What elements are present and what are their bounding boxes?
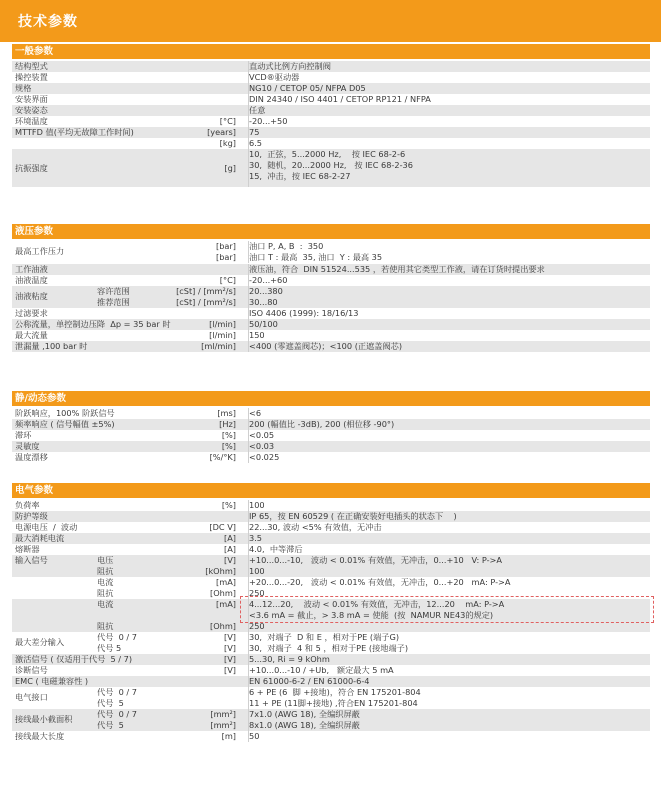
spec-row [12, 72, 650, 83]
row-label: 负荷率 [15, 500, 40, 510]
spec-row [12, 452, 650, 463]
row-value: 22...30, 波动 <5% 有效值，无冲击 [249, 522, 382, 532]
row-label: 频率响应 ( 信号幅值 ±5%) [15, 419, 115, 429]
row-value: 6 + PE (6 脚 +接地)，符合 EN 175201-804 [249, 687, 421, 697]
row-value: +10...0...-10 / +Ub, 额定最大 5 mA [249, 665, 394, 675]
spec-row [12, 308, 650, 319]
row-value: DIN 24340 / ISO 4401 / CETOP RP121 / NFPA [249, 94, 431, 104]
row-value: 7x1.0 (AWG 18), 全编织屏蔽 [249, 709, 360, 719]
spec-row [12, 116, 650, 127]
row-unit: [V] [224, 632, 236, 642]
row-value: 50/100 [249, 319, 278, 329]
row-value: 200 (幅值比 -3dB), 200 (相位移 -90°) [249, 419, 395, 429]
spec-row [12, 83, 650, 94]
row-unit: [Hz] [219, 419, 236, 429]
row-value: +20...0...-20, 波动 < 0.01% 有效值，无冲击，0...+20 mA: P->A [249, 577, 511, 587]
title-bar [0, 0, 661, 42]
row-value: EN 61000-6-2 / EN 61000-6-4 [249, 676, 370, 686]
row-unit: [%/°K] [209, 452, 236, 462]
row-sublabel: 电流 [97, 599, 114, 609]
row-value: 液压油，符合 DIN 51524...535 ，若使用其它类型工作液，请在订货时提出要求 [249, 264, 545, 274]
row-label: 最高工作压力 [15, 246, 65, 256]
row-value: 150 [249, 330, 265, 340]
row-sublabel: 代号 0 / 7 [97, 632, 137, 642]
spec-row [12, 676, 650, 687]
row-label: 抗振强度 [15, 163, 48, 173]
spec-row [12, 500, 650, 511]
spec-row [12, 264, 650, 275]
row-value: 3.5 [249, 533, 263, 543]
row-label: MTTFD 值(平均无故障工作时间) [15, 127, 134, 137]
row-value: 30, 随机，20...2000 Hz, 按 IEC 68-2-36 [249, 160, 413, 170]
page-title: 技术参数 [18, 14, 78, 30]
highlight-box [240, 596, 654, 623]
row-label: 滞环 [15, 430, 32, 440]
row-value: <0.05 [249, 430, 275, 440]
row-label: 操控装置 [15, 72, 48, 82]
row-value: ISO 4406 (1999): 18/16/13 [249, 308, 359, 318]
row-value: 250 [249, 621, 265, 631]
spec-row [12, 286, 650, 308]
section-header-static_dynamic: 静/动态参数 [12, 391, 650, 406]
row-label: 泄漏量 ,100 bar 时 [15, 341, 88, 351]
row-label: 油液粘度 [15, 291, 48, 301]
row-value: <0.03 [249, 441, 275, 451]
row-label: 电气接口 [15, 692, 48, 702]
spec-row [12, 330, 650, 341]
row-label: 工作油液 [15, 264, 48, 274]
row-label: 油液温度 [15, 275, 48, 285]
row-unit: [cSt] / [mm²/s] [176, 286, 236, 296]
row-unit: [kOhm] [205, 566, 236, 576]
row-unit: [kg] [219, 138, 236, 148]
row-unit: [l/min] [209, 319, 236, 329]
row-unit: [Ohm] [210, 621, 236, 631]
row-label: 防护等级 [15, 511, 48, 521]
row-value: NG10 / CETOP 05/ NFPA D05 [249, 83, 366, 93]
row-value: <6 [249, 408, 262, 418]
row-unit: [°C] [219, 275, 236, 285]
row-sublabel: 容许范围 [97, 286, 130, 296]
row-unit: [V] [224, 665, 236, 675]
row-sublabel: 阻抗 [97, 588, 114, 598]
spec-row [12, 341, 650, 352]
row-label: 阶跃响应，100% 阶跃信号 [15, 408, 115, 418]
row-label: 最大消耗电流 [15, 533, 65, 543]
spec-row [12, 709, 650, 731]
row-unit: [mA] [216, 577, 236, 587]
row-sublabel: 电压 [97, 555, 114, 565]
row-label: 诊断信号 [15, 665, 48, 675]
row-label: 最大差分输入 [15, 637, 65, 647]
row-value: 20...380 [249, 286, 283, 296]
row-label: 温度漂移 [15, 452, 48, 462]
spec-row [12, 731, 650, 742]
row-value: 4.0, 中等滞后 [249, 544, 303, 554]
row-value: 100 [249, 566, 265, 576]
row-label: 环境温度 [15, 116, 48, 126]
spec-row [12, 654, 650, 665]
row-label: 过滤要求 [15, 308, 48, 318]
row-label: 接线最大长度 [15, 731, 65, 741]
spec-row [12, 149, 650, 187]
spec-row [12, 319, 650, 330]
spec-row [12, 566, 650, 577]
section-header-general: 一般参数 [12, 44, 650, 59]
spec-row [12, 511, 650, 522]
spec-row [12, 61, 650, 72]
row-unit: [ms] [217, 408, 236, 418]
row-label: 安装姿态 [15, 105, 48, 115]
row-value: 直动式比例方向控制阀 [249, 61, 331, 71]
row-unit: [bar] [216, 252, 236, 262]
spec-row [12, 632, 650, 654]
row-value: 30, 对端子 4 和 5 ，相对于PE (接地端子) [249, 643, 409, 653]
spec-row [12, 555, 650, 566]
row-unit: [°C] [219, 116, 236, 126]
row-value: 11 + PE (11脚+接地) ,符合EN 175201-804 [249, 698, 418, 708]
row-value: 30...80 [249, 297, 278, 307]
row-value: 250 [249, 588, 265, 598]
spec-row [12, 408, 650, 419]
row-unit: [m] [221, 731, 236, 741]
row-unit: [l/min] [209, 330, 236, 340]
row-unit: [%] [221, 500, 236, 510]
row-unit: [ml/min] [201, 341, 236, 351]
row-unit: [V] [224, 654, 236, 664]
spec-row [12, 275, 650, 286]
row-unit: [A] [224, 533, 236, 543]
row-value: 6.5 [249, 138, 263, 148]
row-label: EMC ( 电磁兼容性 ) [15, 676, 89, 686]
row-label: 接线最小截面积 [15, 714, 73, 724]
spec-row [12, 522, 650, 533]
spec-row [12, 94, 650, 105]
row-unit: [DC V] [209, 522, 236, 532]
row-label: 安装界面 [15, 94, 48, 104]
spec-row [12, 138, 650, 149]
row-sublabel: 代号 5 [97, 643, 122, 653]
row-unit: [g] [224, 163, 236, 173]
spec-row [12, 533, 650, 544]
row-unit: [%] [221, 441, 236, 451]
row-unit: [mm²] [210, 720, 236, 730]
row-sublabel: 代号 5 [97, 720, 124, 730]
spec-row [12, 419, 650, 430]
spec-row [12, 665, 650, 676]
row-value: +10...0...-10, 波动 < 0.01% 有效值，无冲击，0...+10 V: P->A [249, 555, 503, 565]
row-unit: [V] [224, 643, 236, 653]
row-value: VCD®驱动器 [249, 72, 300, 82]
row-value: <400 (零遮盖阀芯)；<100 (正遮盖阀芯) [249, 341, 403, 351]
row-unit: [mA] [216, 599, 236, 609]
row-sublabel: 阻抗 [97, 621, 114, 631]
section-header-hydraulic: 液压参数 [12, 224, 650, 239]
row-value: 4...12...20, 波动 < 0.01% 有效值，无冲击，12...20 mA: P->A [249, 599, 505, 609]
row-unit: [Ohm] [210, 588, 236, 598]
row-value: IP 65，按 EN 60529 ( 在正确安装好电插头的状态下 ) [249, 511, 457, 521]
row-unit: [years] [207, 127, 236, 137]
row-value: 任意 [249, 105, 266, 115]
row-sublabel: 代号 0 / 7 [97, 687, 137, 697]
row-sublabel: 阻抗 [97, 566, 114, 576]
row-value: 10, 正弦，5...2000 Hz, 按 IEC 68-2-6 [249, 149, 406, 159]
spec-row [12, 241, 650, 263]
row-label: 电源电压 / 波动 [15, 522, 78, 532]
spec-row [12, 430, 650, 441]
row-value: <0.025 [249, 452, 280, 462]
row-value: 5...30, Ri = 9 kOhm [249, 654, 330, 664]
row-value: 油口 T : 最高 35, 油口 Y : 最高 35 [249, 252, 383, 262]
row-unit: [bar] [216, 241, 236, 251]
row-label: 输入信号 [15, 555, 48, 565]
row-value: 30, 对端子 D 和 E ，相对于PE (端子G) [249, 632, 400, 642]
row-label: 最大流量 [15, 330, 48, 340]
spec-row [12, 127, 650, 138]
row-value: -20...+50 [249, 116, 288, 126]
row-value: 8x1.0 (AWG 18), 全编织屏蔽 [249, 720, 360, 730]
row-unit: [mm²] [210, 709, 236, 719]
spec-row [12, 577, 650, 588]
row-label: 激活信号 ( 仅适用于代号 5 / 7) [15, 654, 133, 664]
row-value: <3.6 mA = 截止，> 3.8 mA = 使能 (按 NAMUR NE43的规定) [249, 610, 494, 620]
spec-row [12, 544, 650, 555]
row-unit: [cSt] / [mm²/s] [176, 297, 236, 307]
row-label: 熔断器 [15, 544, 40, 554]
row-value: -20...+60 [249, 275, 288, 285]
row-value: 50 [249, 731, 260, 741]
row-unit: [%] [221, 430, 236, 440]
row-value: 100 [249, 500, 265, 510]
row-label: 灵敏度 [15, 441, 40, 451]
spec-row [12, 441, 650, 452]
row-unit: [A] [224, 544, 236, 554]
row-value: 75 [249, 127, 260, 137]
row-unit: [V] [224, 555, 236, 565]
row-value: 油口 P, A, B : 350 [249, 241, 324, 251]
row-label: 公称流量，单控制边压降 Δp = 35 bar 时 [15, 319, 171, 329]
spec-row [12, 687, 650, 709]
spec-row [12, 105, 650, 116]
row-sublabel: 代号 0 / 7 [97, 709, 137, 719]
row-value: 15, 冲击，按 IEC 68-2-27 [249, 171, 351, 181]
row-sublabel: 推荐范围 [97, 297, 130, 307]
row-sublabel: 代号 5 [97, 698, 124, 708]
row-label: 规格 [15, 83, 32, 93]
section-header-electrical: 电气参数 [12, 483, 650, 498]
row-label: 结构型式 [15, 61, 48, 71]
row-sublabel: 电流 [97, 577, 114, 587]
